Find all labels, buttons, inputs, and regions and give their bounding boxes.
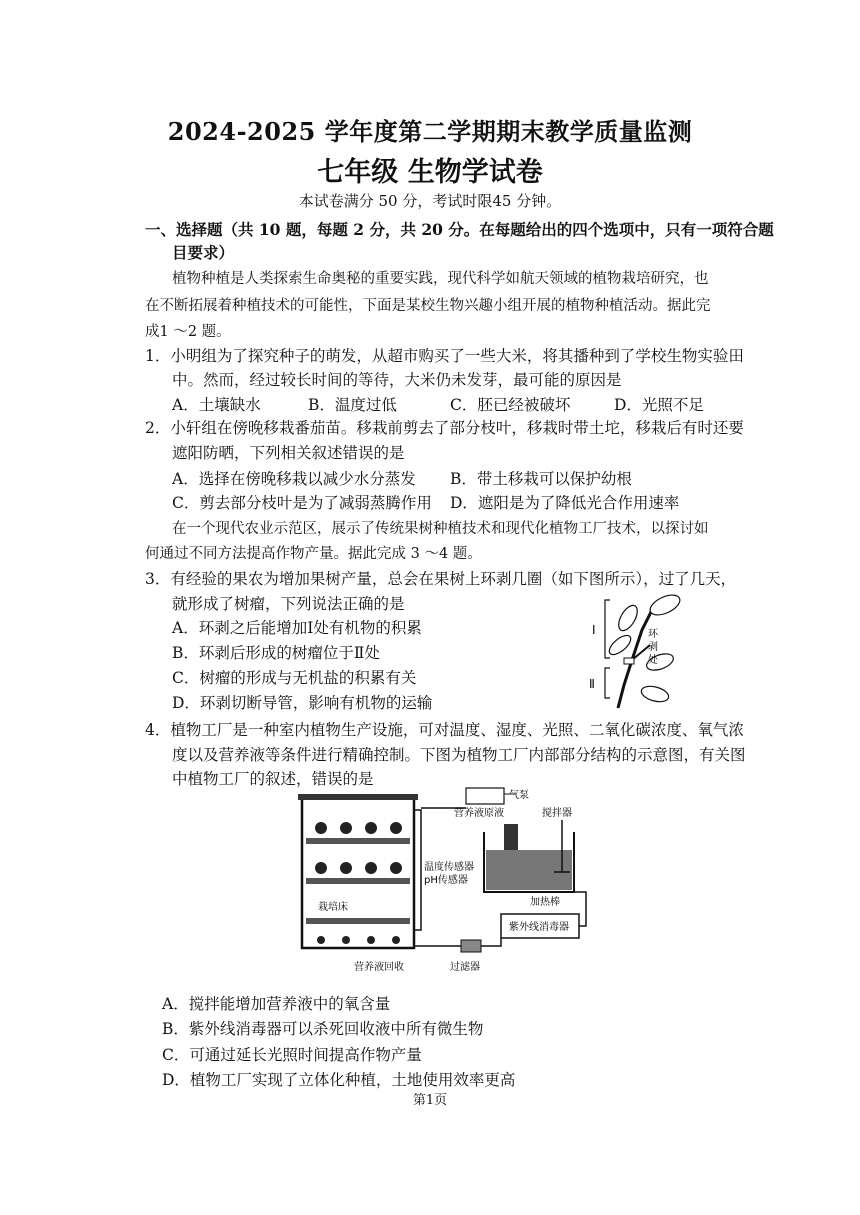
label-uv-sterilizer: 紫外线消毒器 [509,922,569,933]
label-stirrer: 搅拌器 [542,808,572,819]
question-3-option-d: D．环剥切断导管，影响有机物的运输 [172,694,433,712]
question-3-stem-cont: 就形成了树瘤，下列说法正确的是 [172,595,405,613]
question-3-stem: 3．有经验的果农为增加果树产量，总会在果树上环剥几圈（如下图所示），过了几天， [145,570,737,588]
exam-title: 2024-2025 学年度第二学期期末教学质量监测 [167,117,693,146]
question-2-option-a: A．选择在傍晚移栽以减少水分蒸发 [172,470,416,488]
branch-ring-diagram [580,590,700,715]
label-temp-sensor: 温度传感器 [424,862,474,873]
page-number: 第1页 [412,1093,448,1108]
question-1-option-d: D．光照不足 [614,396,704,414]
question-4-stem-cont: 度以及营养液等条件进行精确控制。下图为植物工厂内部部分结构的示意图，有关图 [172,746,746,764]
section-heading: 一、选择题（共 10 题，每题 2 分，共 20 分。在每题给出的四个选项中，只有一项符合题 [145,220,774,239]
section-heading-cont: 目要求） [172,243,235,262]
material-2-line-1: 在一个现代农业示范区，展示了传统果树种植技术和现代化植物工厂技术，以探讨如 [172,521,709,537]
question-2-stem: 2．小轩组在傍晚移栽番茄苗。移栽前剪去了部分枝叶，移栽时带土坨，移栽后有时还要 [145,419,744,437]
material-1-line-2: 在不断拓展着种植技术的可能性，下面是某校生物兴趣小组开展的植物种植活动。据此完 [145,298,711,314]
material-1-line-1: 植物种植是人类探索生命奥秘的重要实践，现代科学如航天领域的植物栽培研究，也 [172,271,709,287]
label-region-II: Ⅱ [589,677,595,691]
label-region-I: Ⅰ [592,623,596,637]
exam-subject-title: 七年级 生物学试卷 [317,157,543,188]
question-1-option-b: B．温度过低 [308,396,397,414]
question-2-option-c: C．剪去部分枝叶是为了减弱蒸腾作用 [172,494,432,512]
ring-label: 环剥处 [648,629,658,666]
question-1-option-a: A．土壤缺水 [172,396,261,414]
question-4-stem: 4．植物工厂是一种室内植物生产设施，可对温度、湿度、光照、二氧化碳浓度、氧气浓 [145,721,744,739]
question-1-stem-cont: 中。然而，经过较长时间的等待，大米仍未发芽，最可能的原因是 [172,371,622,389]
plant-factory-diagram [296,780,596,980]
question-2-option-b: B．带土移栽可以保护幼根 [450,470,632,488]
label-pump: 气泵 [509,790,529,801]
label-heater: 加热棒 [530,897,560,908]
material-2-line-2: 何通过不同方法提高作物产量。据此完成 3 ～4 题。 [145,546,482,562]
label-filter: 过滤器 [450,962,480,973]
label-ph-sensor: pH传感器 [424,875,468,886]
question-1-stem: 1．小明组为了探究种子的萌发，从超市购买了一些大米，将其播种到了学校生物实验田 [145,347,744,365]
question-4-stem-cont-2: 中植物工厂的叙述，错误的是 [172,770,374,788]
material-1-line-3: 成1 ～2 题。 [145,324,231,340]
question-1-option-c: C．胚已经被破坏 [450,396,571,414]
question-4-option-a: A．搅拌能增加营养液中的氧含量 [162,995,391,1013]
question-3-option-a: A．环剥之后能增加Ⅰ处有机物的积累 [172,619,422,637]
question-4-option-d: D．植物工厂实现了立体化种植，土地使用效率更高 [162,1071,516,1089]
label-recycle: 营养液回收 [354,962,404,973]
question-3-option-c: C．树瘤的形成与无机盐的积累有关 [172,669,417,687]
question-4-option-b: B．紫外线消毒器可以杀死回收液中所有微生物 [162,1020,484,1038]
question-2-option-d: D．遮阳是为了降低光合作用速率 [450,494,680,512]
label-stock: 营养液原液 [454,808,504,819]
question-2-stem-cont: 遮阳防晒，下列相关叙述错误的是 [172,444,405,462]
exam-info: 本试卷满分 50 分，考试时限45 分钟。 [298,192,562,210]
label-bed: 栽培床 [318,902,348,913]
question-3-option-b: B．环剥后形成的树瘤位于Ⅱ处 [172,644,380,662]
question-4-option-c: C．可通过延长光照时间提高作物产量 [162,1046,422,1064]
